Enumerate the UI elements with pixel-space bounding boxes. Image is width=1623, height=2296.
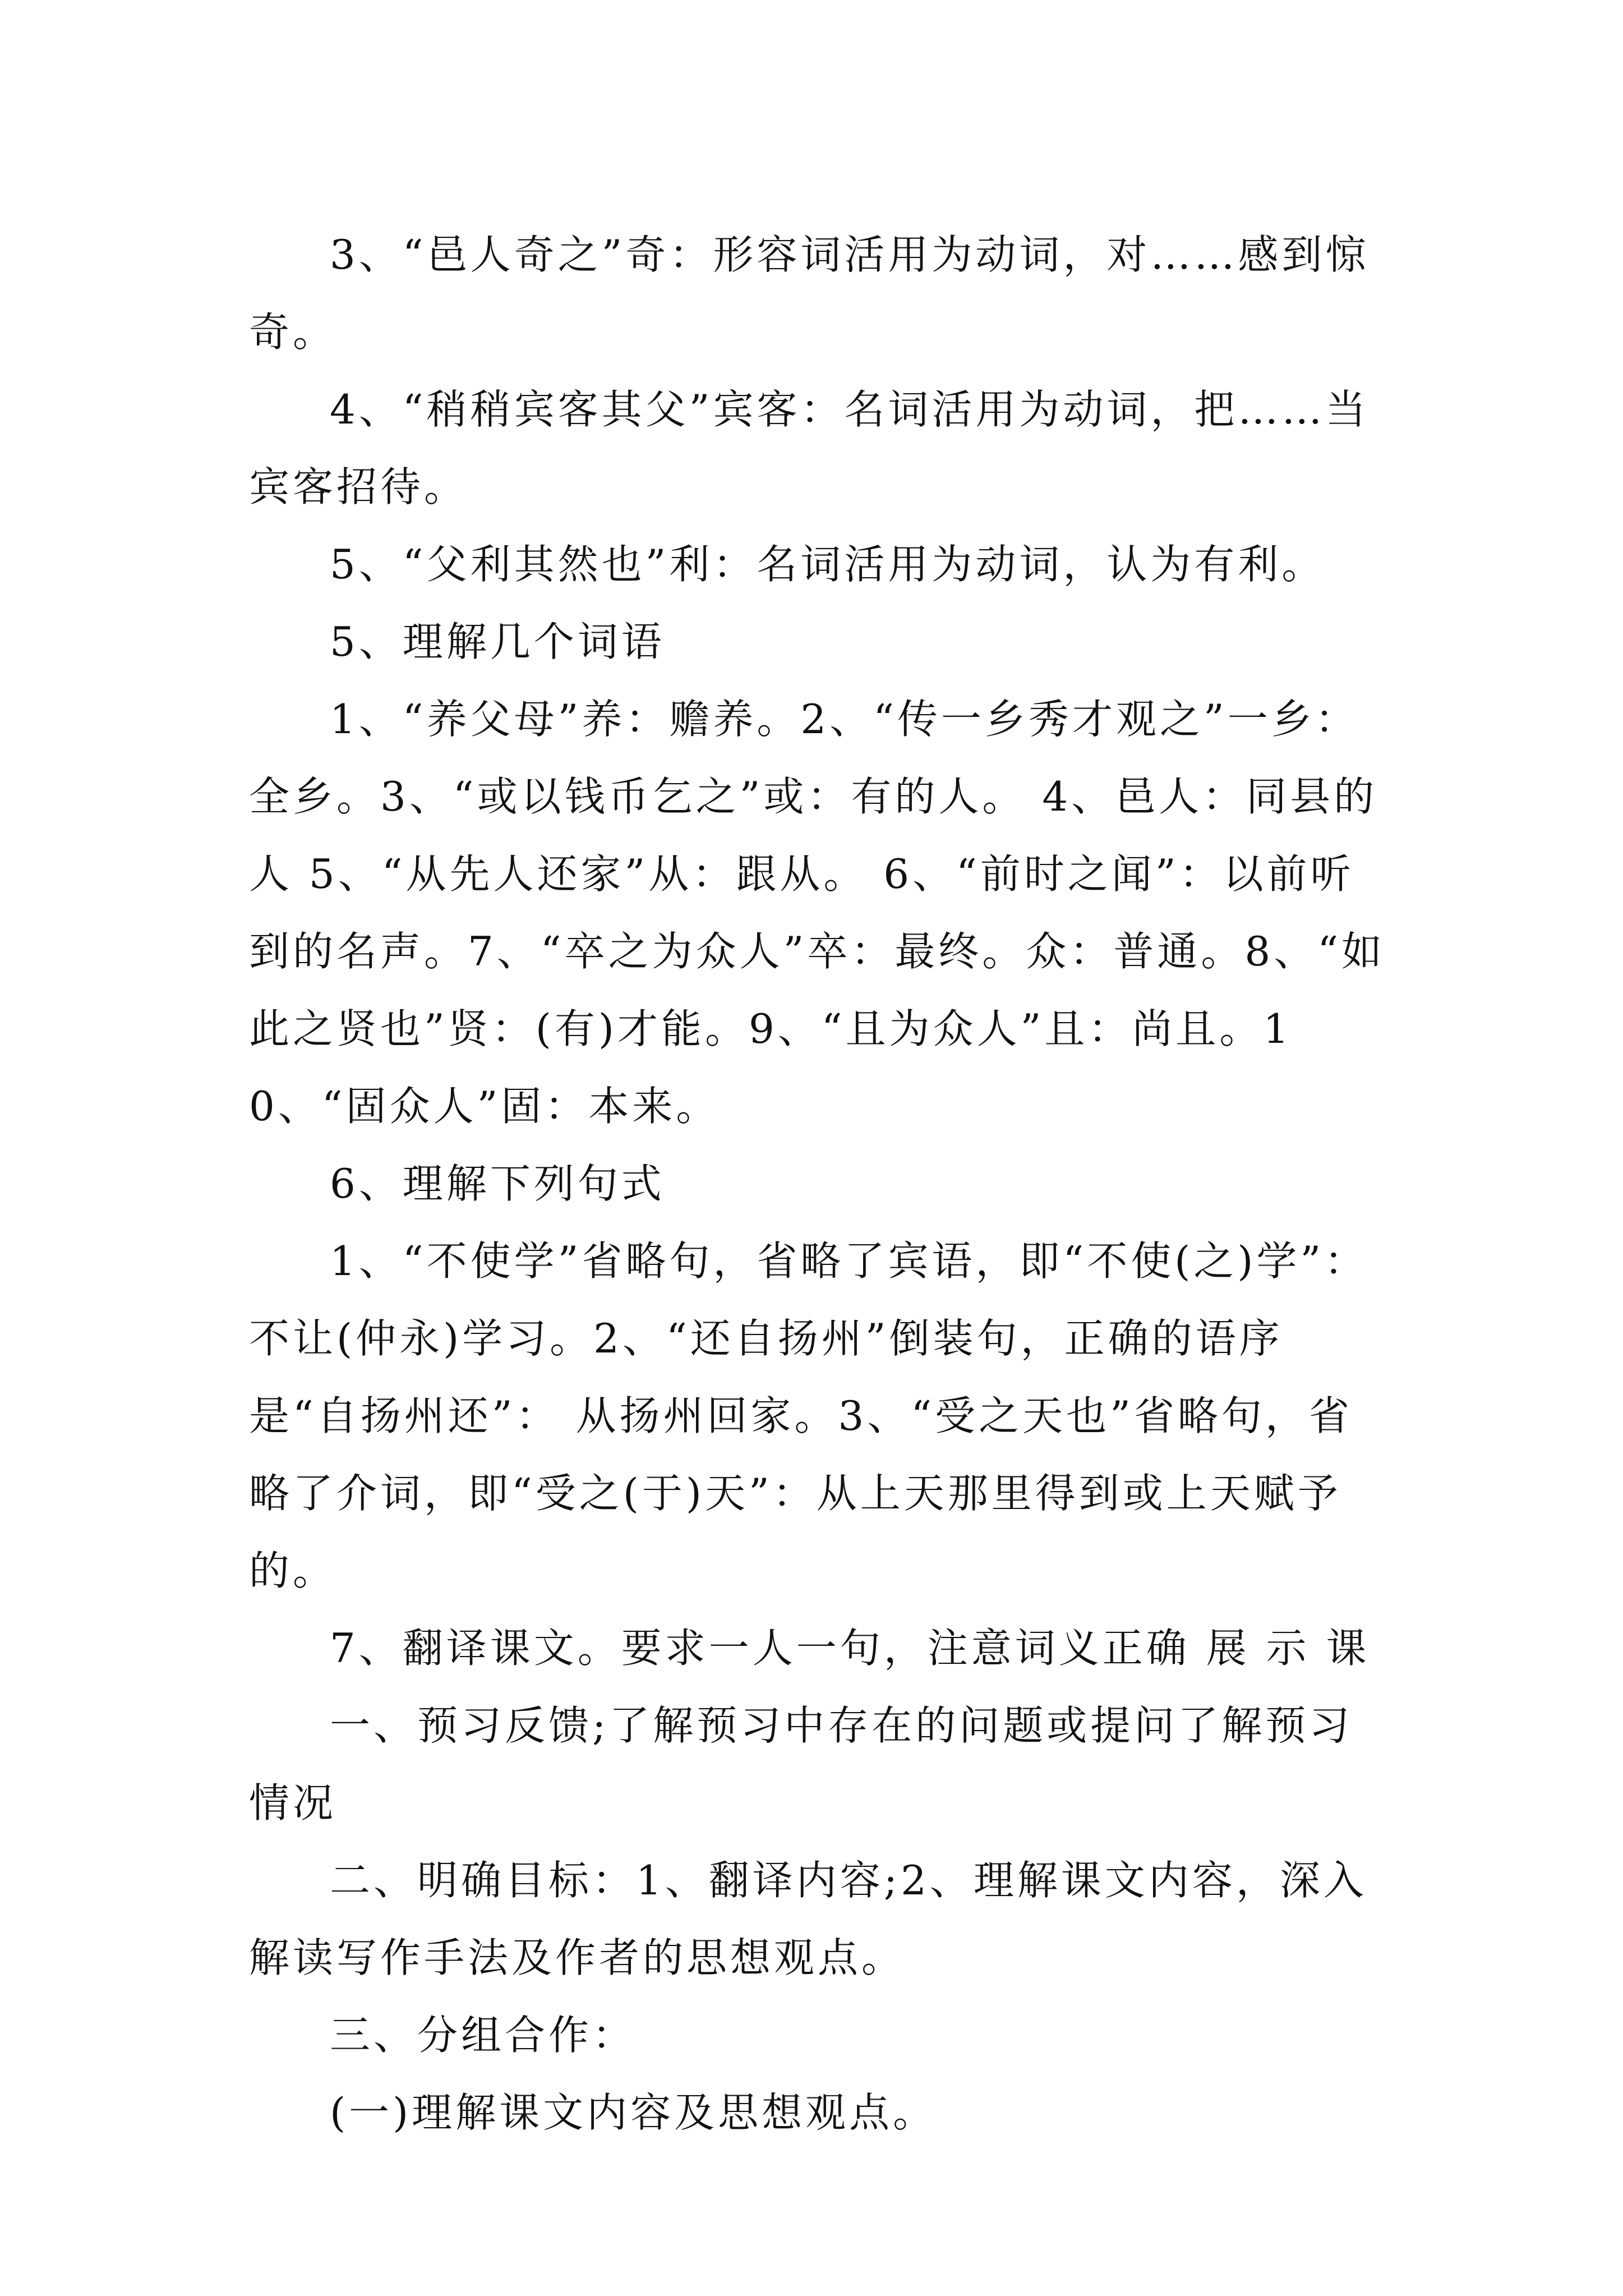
paragraph-preview-feedback: 一、预习反馈;了解预习中存在的问题或提问了解预习情况 (249, 1702, 1353, 1826)
heading-understand-words: 5、理解几个词语 (330, 618, 665, 665)
paragraph-clear-goals: 二、明确目标：1、翻译内容;2、理解课文内容，深入解读写作手法及作者的思想观点。 (249, 1857, 1367, 1981)
document-body (249, 216, 1393, 2151)
paragraph-word-usage-binke: 4、“稍稍宾客其父”宾客：名词活用为动词，把……当宾客招待。 (249, 386, 1370, 510)
paragraph-word-usage-li: 5、“父利其然也”利：名词活用为动词，认为有利。 (330, 541, 1326, 588)
paragraph-understand-content: (一)理解课文内容及思想观点。 (330, 2089, 937, 2136)
paragraph-translate-text: 7、翻译课文。要求一人一句，注意词义正确 展 示 课 (330, 1625, 1370, 1672)
paragraph-word-usage-qi: 3、“邑人奇之”奇：形容词活用为动词，对……感到惊奇。 (249, 231, 1370, 356)
heading-group-cooperation: 三、分组合作： (330, 2012, 637, 2059)
heading-sentence-patterns: 6、理解下列句式 (330, 1160, 665, 1207)
paragraph-word-list: 1、“养父母”养：赡养。2、“传一乡秀才观之”一乡：全乡。3、“或以钱币乞之”或：有的人。 4、邑人：同县的人 5、“从先人还家”从：跟从。 6、“前时之闻”：以前听到的名声。7、“卒之为众人”卒：最终。众：普通。8、“如此之贤也”贤：(有)才能。9、“且为众人”且：尚且。10、“固众人”固：本来。 (249, 696, 1386, 1130)
paragraph-sentence-patterns: 1、“不使学”省略句，省略了宾语，即“不使(之)学”：不让(仲永)学习。2、“还自扬州”倒装句，正确的语序是“自扬州还”： 从扬州回家。3、“受之天也”省略句，省略了介词，即“受之(于)天”：从上天那里得到或上天赋予的。 (249, 1237, 1368, 1594)
